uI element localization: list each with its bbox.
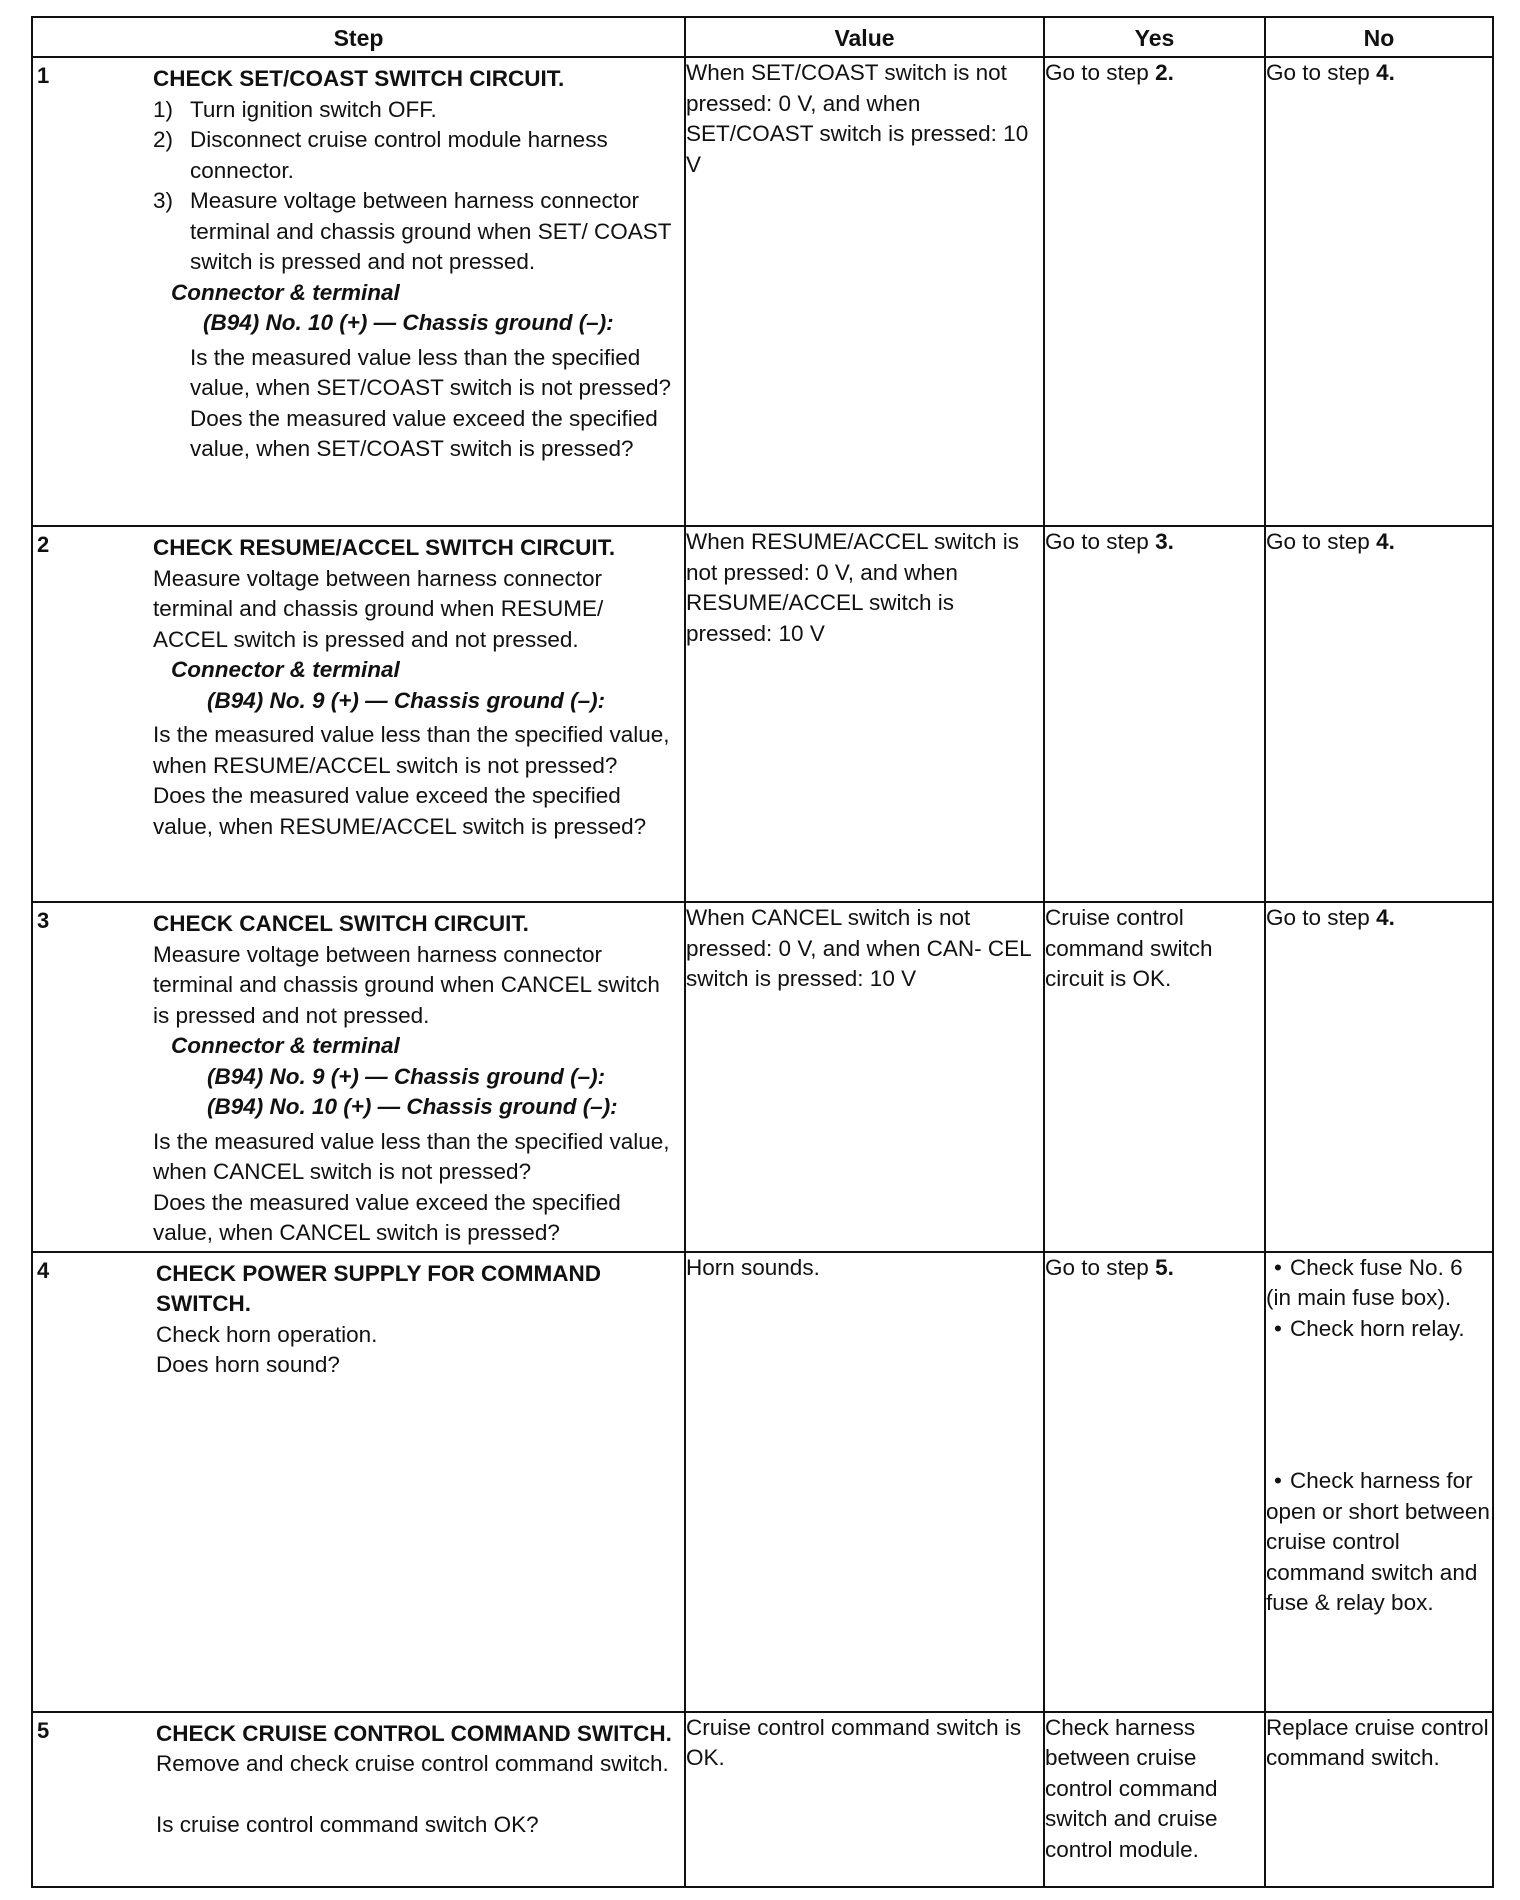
question-1: Is the measured value less than the specified value, when RESUME/ACCEL switch is not pressed? xyxy=(153,722,670,778)
step-number: 5 xyxy=(37,1717,50,1743)
list-item: 2) Disconnect cruise control module harness connector. xyxy=(153,127,608,183)
yes-cell: Go to step 5. xyxy=(1044,1252,1265,1712)
bullet-icon: • xyxy=(1274,1315,1282,1341)
no-cell: Go to step 4. xyxy=(1265,57,1493,526)
step-instruction: Check horn operation. xyxy=(156,1321,378,1347)
value-cell: Cruise control command switch is OK. xyxy=(685,1712,1044,1888)
table-row-step-1 xyxy=(32,57,1493,526)
table-row-step-3 xyxy=(32,902,1493,1252)
connector-label: Connector & terminal xyxy=(171,279,400,305)
step-content xyxy=(33,1253,684,1383)
table-row-step-2 xyxy=(32,526,1493,902)
header-yes: Yes xyxy=(1044,17,1265,57)
header-value: Value xyxy=(685,17,1044,57)
connector-label: Connector & terminal xyxy=(171,1033,400,1058)
no-bullet-item: • Check harness for open or short between cruise control command switch and fuse & relay box. xyxy=(1266,1468,1490,1615)
yes-cell: Go to step 2. xyxy=(1044,57,1265,526)
diagnostic-table xyxy=(31,16,1494,1888)
step-content xyxy=(33,58,684,467)
step-instruction: Measure voltage between harness connector terminal and chassis ground when RESUME/ ACCEL switch is pressed and not pressed. xyxy=(153,565,604,652)
step-cell xyxy=(32,1712,685,1888)
yes-cell: Go to step 3. xyxy=(1044,526,1265,902)
no-cell: Replace cruise control command switch. xyxy=(1265,1712,1493,1888)
yes-cell: Check harness between cruise control command switch and cruise control module. xyxy=(1044,1712,1265,1888)
no-bullet-item: • Check horn relay. xyxy=(1266,1314,1492,1345)
list-item: 1) Turn ignition switch OFF. xyxy=(153,96,437,122)
yes-cell: Cruise control command switch circuit is OK. xyxy=(1044,902,1265,1252)
step-instruction: Measure voltage between harness connector terminal and chassis ground when CANCEL switch is pressed and not pressed. xyxy=(153,941,660,1028)
table-row-step-4 xyxy=(32,1252,1493,1712)
procedure-list xyxy=(153,95,678,278)
value-cell: Horn sounds. xyxy=(685,1252,1044,1712)
step-cell xyxy=(32,902,685,1252)
step-number: 2 xyxy=(37,532,50,557)
header-step: Step xyxy=(32,17,685,57)
connector-terminal: (B94) No. 9 (+) — Chassis ground (–): xyxy=(207,1063,606,1089)
bullet-icon: • xyxy=(1274,1254,1282,1280)
question-1: Is the measured value less than the specified value, when SET/COAST switch is not pressed? xyxy=(190,344,672,400)
question-1: Is the measured value less than the specified value, when CANCEL switch is not pressed? xyxy=(153,1128,670,1184)
header-no: No xyxy=(1265,17,1493,57)
table-header-row xyxy=(32,17,1493,57)
step-question: Is cruise control command switch OK? xyxy=(156,1811,539,1837)
list-item: 3) Measure voltage between harness connector terminal and chassis ground when SET/ COAST switch is pressed and not pressed. xyxy=(153,188,672,274)
value-cell: When CANCEL switch is not pressed: 0 V, and when CAN- CEL switch is pressed: 10 V xyxy=(685,902,1044,1252)
step-instruction: Remove and check cruise control command switch. xyxy=(156,1751,669,1776)
step-title: CHECK SET/COAST SWITCH CIRCUIT. xyxy=(153,66,565,91)
step-content xyxy=(33,903,684,1251)
connector-terminal: (B94) No. 10 (+) — Chassis ground (–): xyxy=(203,310,614,335)
step-question: Does horn sound? xyxy=(156,1352,340,1377)
step-title: CHECK CANCEL SWITCH CIRCUIT. xyxy=(153,911,529,936)
no-cell: Go to step 4. xyxy=(1265,902,1493,1252)
step-title: CHECK CRUISE CONTROL COMMAND SWITCH. xyxy=(156,1720,672,1746)
step-title: CHECK RESUME/ACCEL SWITCH CIRCUIT. xyxy=(153,535,616,560)
step-content xyxy=(33,1713,684,1843)
step-title: CHECK POWER SUPPLY FOR COMMAND SWITCH. xyxy=(156,1260,602,1316)
connector-terminal: (B94) No. 9 (+) — Chassis ground (–): xyxy=(207,687,606,713)
step-content xyxy=(33,527,684,844)
connector-terminal: (B94) No. 10 (+) — Chassis ground (–): xyxy=(207,1094,618,1119)
bullet-icon: • xyxy=(1274,1468,1282,1493)
step-number: 1 xyxy=(37,63,50,88)
value-cell: When RESUME/ACCEL switch is not pressed: 0 V, and when RESUME/ACCEL switch is pressed: 10 V xyxy=(685,526,1044,902)
question-2: Does the measured value exceed the specified value, when CANCEL switch is pressed? xyxy=(153,1189,621,1245)
step-number: 3 xyxy=(37,908,50,933)
question-2: Does the measured value exceed the specified value, when SET/COAST switch is pressed? xyxy=(190,405,658,461)
no-bullet-item: • Check fuse No. 6 (in main fuse box). xyxy=(1266,1254,1463,1310)
no-cell xyxy=(1265,1252,1493,1712)
question-2: Does the measured value exceed the specified value, when RESUME/ACCEL switch is pressed? xyxy=(153,783,647,839)
step-cell xyxy=(32,526,685,902)
step-cell xyxy=(32,1252,685,1712)
value-cell: When SET/COAST switch is not pressed: 0 V, and when SET/COAST switch is pressed: 10 V xyxy=(685,57,1044,526)
table-row-step-5 xyxy=(32,1712,1493,1888)
no-cell: Go to step 4. xyxy=(1265,526,1493,902)
step-cell xyxy=(32,57,685,526)
step-number: 4 xyxy=(37,1257,50,1283)
connector-label: Connector & terminal xyxy=(171,657,400,682)
